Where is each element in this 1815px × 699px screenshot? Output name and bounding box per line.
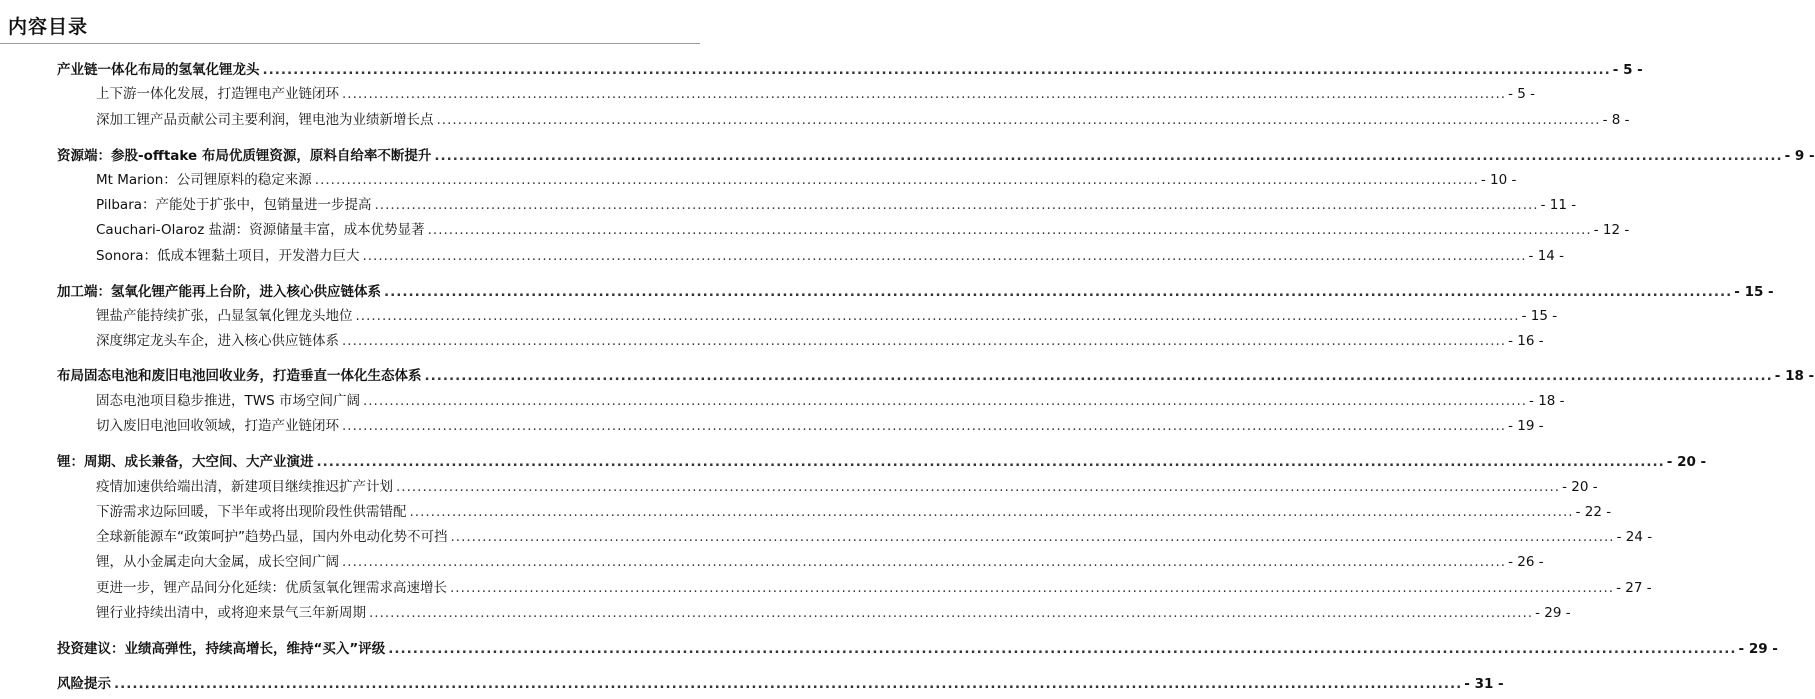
toc-page-number: - 26 - bbox=[1508, 554, 1544, 570]
toc-entry-title: 产业链一体化布局的氢氧化锂龙头 bbox=[57, 62, 260, 78]
toc-entry-title: 锂，从小金属走向大金属，成长空间广阔 bbox=[96, 554, 339, 570]
toc-page-number: - 20 - bbox=[1666, 454, 1707, 470]
toc-subsection-entry[interactable] bbox=[96, 171, 1517, 189]
toc-dot-leader: ............................................................................................................................................................................................................................ bbox=[434, 148, 1783, 164]
toc-dot-leader: ............................................................................................................................................................................................................................ bbox=[362, 393, 1528, 409]
toc-entry-title: 布局固态电池和废旧电池回收业务，打造垂直一体化生态体系 bbox=[57, 368, 422, 384]
toc-entry-title: 投资建议：业绩高弹性，持续高增长，维持“买入”评级 bbox=[57, 641, 386, 657]
toc-entry-title: 上下游一体化发展，打造锂电产业链闭环 bbox=[96, 86, 339, 102]
toc-entry-title: Mt Marion：公司锂原料的稳定来源 bbox=[96, 172, 312, 188]
toc-section-entry[interactable] bbox=[57, 283, 1774, 301]
toc-entry-title: 全球新能源车“政策呵护”趋势凸显，国内外电动化势不可挡 bbox=[96, 529, 448, 545]
toc-dot-leader: ............................................................................................................................................................................................................................ bbox=[450, 580, 1615, 596]
toc-page-number: - 20 - bbox=[1562, 479, 1598, 495]
toc-page-number: - 18 - bbox=[1529, 393, 1565, 409]
toc-page-number: - 15 - bbox=[1734, 284, 1774, 300]
toc-section-entry[interactable] bbox=[57, 640, 1778, 658]
toc-dot-leader: ............................................................................................................................................................................................................................ bbox=[424, 368, 1773, 384]
toc-dot-leader: ............................................................................................................................................................................................................................ bbox=[355, 308, 1520, 324]
toc-page-number: - 8 - bbox=[1602, 112, 1630, 128]
toc-entry-title: 锂盐产能持续扩张，凸显氢氧化锂龙头地位 bbox=[96, 308, 353, 324]
toc-dot-leader: ............................................................................................................................................................................................................................ bbox=[314, 172, 1479, 188]
toc-dot-leader: ............................................................................................................................................................................................................................ bbox=[316, 454, 1665, 470]
toc-page-number: - 15 - bbox=[1521, 308, 1558, 324]
toc-entry-title: Sonora：低成本锂黏土项目，开发潜力巨大 bbox=[96, 248, 360, 264]
toc-section-entry[interactable] bbox=[57, 147, 1815, 165]
toc-dot-leader: ............................................................................................................................................................................................................................ bbox=[262, 62, 1611, 78]
toc-entry-title: Pilbara：产能处于扩张中，包销量进一步提高 bbox=[96, 197, 372, 213]
toc-section-entry[interactable] bbox=[57, 61, 1643, 79]
toc-subsection-entry[interactable] bbox=[96, 528, 1653, 546]
toc-dot-leader: ............................................................................................................................................................................................................................ bbox=[450, 529, 1615, 545]
toc-dot-leader: ............................................................................................................................................................................................................................ bbox=[342, 418, 1507, 434]
toc-page-number: - 10 - bbox=[1480, 172, 1517, 188]
toc-dot-leader: ............................................................................................................................................................................................................................ bbox=[388, 641, 1737, 657]
toc-subsection-entry[interactable] bbox=[96, 247, 1565, 265]
toc-page-number: - 12 - bbox=[1593, 222, 1630, 238]
toc-subsection-entry[interactable] bbox=[96, 417, 1544, 435]
toc-entry-title: 更进一步，锂产品间分化延续：优质氢氧化锂需求高速增长 bbox=[96, 580, 447, 596]
toc-dot-leader: ............................................................................................................................................................................................................................ bbox=[342, 554, 1507, 570]
toc-page-number: - 31 - bbox=[1464, 676, 1504, 692]
toc-dot-leader: ............................................................................................................................................................................................................................ bbox=[436, 112, 1601, 128]
toc-page-number: - 29 - bbox=[1535, 605, 1571, 621]
toc-page-number: - 5 - bbox=[1612, 62, 1643, 78]
toc-entry-title: Cauchari-Olaroz 盐湖：资源储量丰富，成本优势显著 bbox=[96, 222, 425, 238]
toc-dot-leader: ............................................................................................................................................................................................................................ bbox=[342, 86, 1507, 102]
toc-entry-title: 深度绑定龙头车企，进入核心供应链体系 bbox=[96, 333, 339, 349]
toc-page-number: - 5 - bbox=[1508, 86, 1535, 102]
toc-dot-leader: ............................................................................................................................................................................................................................ bbox=[342, 333, 1507, 349]
toc-subsection-entry[interactable] bbox=[96, 221, 1630, 239]
toc-dot-leader: ............................................................................................................................................................................................................................ bbox=[384, 284, 1733, 300]
toc-page-number: - 19 - bbox=[1508, 418, 1544, 434]
toc-subsection-entry[interactable] bbox=[96, 85, 1535, 103]
toc-page-number: - 18 - bbox=[1774, 368, 1815, 384]
toc-dot-leader: ............................................................................................................................................................................................................................ bbox=[114, 676, 1463, 692]
toc-subsection-entry[interactable] bbox=[96, 392, 1565, 410]
toc-page-number: - 27 - bbox=[1616, 580, 1652, 596]
toc-entry-title: 疫情加速供给端出清，新建项目继续推迟扩产计划 bbox=[96, 479, 393, 495]
toc-entry-title: 下游需求边际回暖，下半年或将出现阶段性供需错配 bbox=[96, 504, 407, 520]
toc-subsection-entry[interactable] bbox=[96, 307, 1558, 325]
toc-page-number: - 11 - bbox=[1540, 197, 1577, 213]
toc-entry-title: 切入废旧电池回收领域，打造产业链闭环 bbox=[96, 418, 339, 434]
toc-entry-title: 锂行业持续出清中，或将迎来景气三年新周期 bbox=[96, 605, 366, 621]
toc-subsection-entry[interactable] bbox=[96, 478, 1598, 496]
toc-section-entry[interactable] bbox=[57, 453, 1707, 471]
title-divider bbox=[0, 43, 700, 44]
toc-page-number: - 14 - bbox=[1528, 248, 1565, 264]
toc-page-number: - 9 - bbox=[1784, 148, 1815, 164]
toc-entry-title: 加工端：氢氧化锂产能再上台阶，进入核心供应链体系 bbox=[57, 284, 381, 300]
toc-entry-title: 深加工锂产品贡献公司主要利润，锂电池为业绩新增长点 bbox=[96, 112, 434, 128]
toc-page-number: - 24 - bbox=[1616, 529, 1653, 545]
toc-dot-leader: ............................................................................................................................................................................................................................ bbox=[427, 222, 1592, 238]
toc-subsection-entry[interactable] bbox=[96, 604, 1571, 622]
toc-dot-leader: ............................................................................................................................................................................................................................ bbox=[374, 197, 1539, 213]
toc-section-entry[interactable] bbox=[57, 675, 1504, 693]
toc-subsection-entry[interactable] bbox=[96, 553, 1544, 571]
toc-page-number: - 16 - bbox=[1508, 333, 1544, 349]
toc-dot-leader: ............................................................................................................................................................................................................................ bbox=[362, 248, 1527, 264]
toc-dot-leader: ............................................................................................................................................................................................................................ bbox=[396, 479, 1561, 495]
toc-entry-title: 固态电池项目稳步推进，TWS 市场空间广阔 bbox=[96, 393, 360, 409]
toc-entry-title: 风险提示 bbox=[57, 676, 111, 692]
toc-subsection-entry[interactable] bbox=[96, 503, 1612, 521]
toc-section-entry[interactable] bbox=[57, 367, 1815, 385]
toc-dot-leader: ............................................................................................................................................................................................................................ bbox=[369, 605, 1534, 621]
toc-subsection-entry[interactable] bbox=[96, 332, 1544, 350]
toc-entry-title: 资源端：参股-offtake 布局优质锂资源，原料自给率不断提升 bbox=[57, 148, 432, 164]
toc-page-number: - 22 - bbox=[1575, 504, 1612, 520]
toc-page-number: - 29 - bbox=[1738, 641, 1778, 657]
toc-subsection-entry[interactable] bbox=[96, 111, 1630, 129]
toc-subsection-entry[interactable] bbox=[96, 579, 1652, 597]
toc-entry-title: 锂：周期、成长兼备，大空间、大产业演进 bbox=[57, 454, 314, 470]
toc-subsection-entry[interactable] bbox=[96, 196, 1577, 214]
toc-dot-leader: ............................................................................................................................................................................................................................ bbox=[409, 504, 1574, 520]
page-title: 内容目录 bbox=[8, 16, 89, 38]
